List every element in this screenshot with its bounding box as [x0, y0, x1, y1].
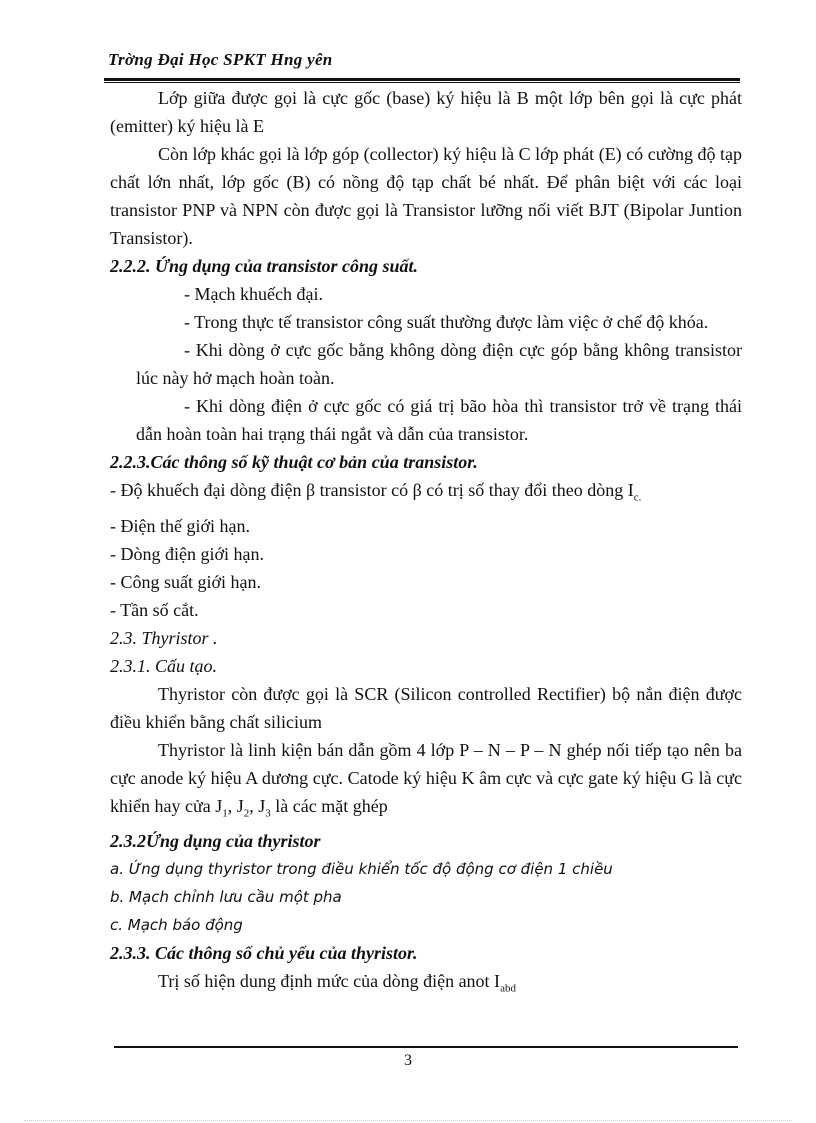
paragraph: Lớp giữa được gọi là cực gốc (base) ký hiệu là B một lớp bên gọi là cực phát (emitter) ký hiệu là E	[110, 88, 742, 136]
paragraph-text: là các mặt ghép	[270, 795, 388, 816]
paragraph	[110, 736, 742, 828]
page-content	[110, 84, 742, 1003]
footer-rule	[114, 1046, 738, 1048]
subscript: abd	[500, 982, 516, 995]
list-item	[110, 476, 742, 512]
list-item: - Tần số cắt.	[110, 599, 199, 620]
list-item: - Khi dòng điện ở cực gốc có giá trị bão hòa thì transistor trở về trạng thái dẫn hoàn toàn hai trạng thái ngắt và dẫn của transistor.	[136, 396, 742, 444]
list-item: - Mạch khuếch đại.	[184, 284, 323, 304]
list-item: a. Ứng dụng thyristor trong điều khiển tốc độ động cơ điện 1 chiều	[110, 860, 613, 879]
section-heading: 2.3.1. Cấu tạo.	[110, 655, 218, 676]
section-heading: 2.2.3.Các thông số kỹ thuật cơ bản của transistor.	[110, 452, 478, 472]
page-header: Trờng Đại Học SPKT Hng yên	[108, 50, 333, 69]
list-item: c. Mạch báo động	[110, 916, 243, 935]
header-rule-thin	[104, 82, 740, 83]
subscript: 2	[243, 807, 250, 820]
paragraph	[110, 967, 742, 1003]
list-item-text: - Độ khuếch đại dòng điện β transistor có β có trị số thay đổi theo dòng I	[110, 480, 634, 500]
subscript: c.	[633, 491, 642, 504]
list-item: - Công suất giới hạn.	[110, 571, 262, 592]
paragraph: Còn lớp khác gọi là lớp góp (collector) ký hiệu là C lớp phát (E) có cường độ tạp chất lớn nhất, lớp gốc (B) có nồng độ tạp chất bé nhất. Để phân biệt với các loại transistor PNP và NPN còn được gọi là Transistor lưỡng nối viết BJT (Bipolar Juntion Transistor).	[110, 144, 742, 248]
page-edge	[24, 1120, 792, 1121]
list-item: - Điện thế giới hạn.	[110, 515, 250, 536]
paragraph-text: Trị số hiện dung định mức của dòng điện anot I	[158, 971, 501, 992]
list-item: b. Mạch chỉnh lưu cầu một pha	[110, 888, 342, 907]
list-item: - Dòng điện giới hạn.	[110, 543, 264, 564]
page-number: 3	[404, 1052, 412, 1069]
paragraph-text: Thyristor là linh kiện bán dẫn gồm 4 lớp P – N – P – N ghép nối tiếp tạo nên ba cực anode ký hiệu A dương cực. Catode ký hiệu K âm cực và cực gate ký hiệu G là cực khiển hay cửa J	[110, 739, 742, 816]
list-item: - Khi dòng ở cực gốc bằng không dòng điện cực góp bằng không transistor lúc này hở mạch hoàn toàn.	[136, 340, 742, 388]
section-heading: 2.3.2Ứng dụng của thyristor	[110, 831, 321, 852]
paragraph-text: , J	[249, 795, 266, 816]
paragraph-text: , J	[227, 795, 244, 816]
section-heading: 2.2.2. Ứng dụng của transistor công suất.	[110, 256, 419, 276]
section-heading: 2.3. Thyristor .	[110, 627, 218, 648]
section-heading: 2.3.3. Các thông số chủ yếu của thyristor.	[110, 943, 418, 964]
subscript: 3	[265, 807, 271, 820]
paragraph: Thyristor còn được gọi là SCR (Silicon controlled Rectifier) bộ nắn điện được điều khiển bằng chất silicium	[110, 683, 742, 732]
header-rule	[104, 78, 740, 81]
list-item: - Trong thực tế transistor công suất thường được làm việc ở chế độ khóa.	[184, 312, 709, 332]
subscript: 1	[222, 807, 228, 820]
